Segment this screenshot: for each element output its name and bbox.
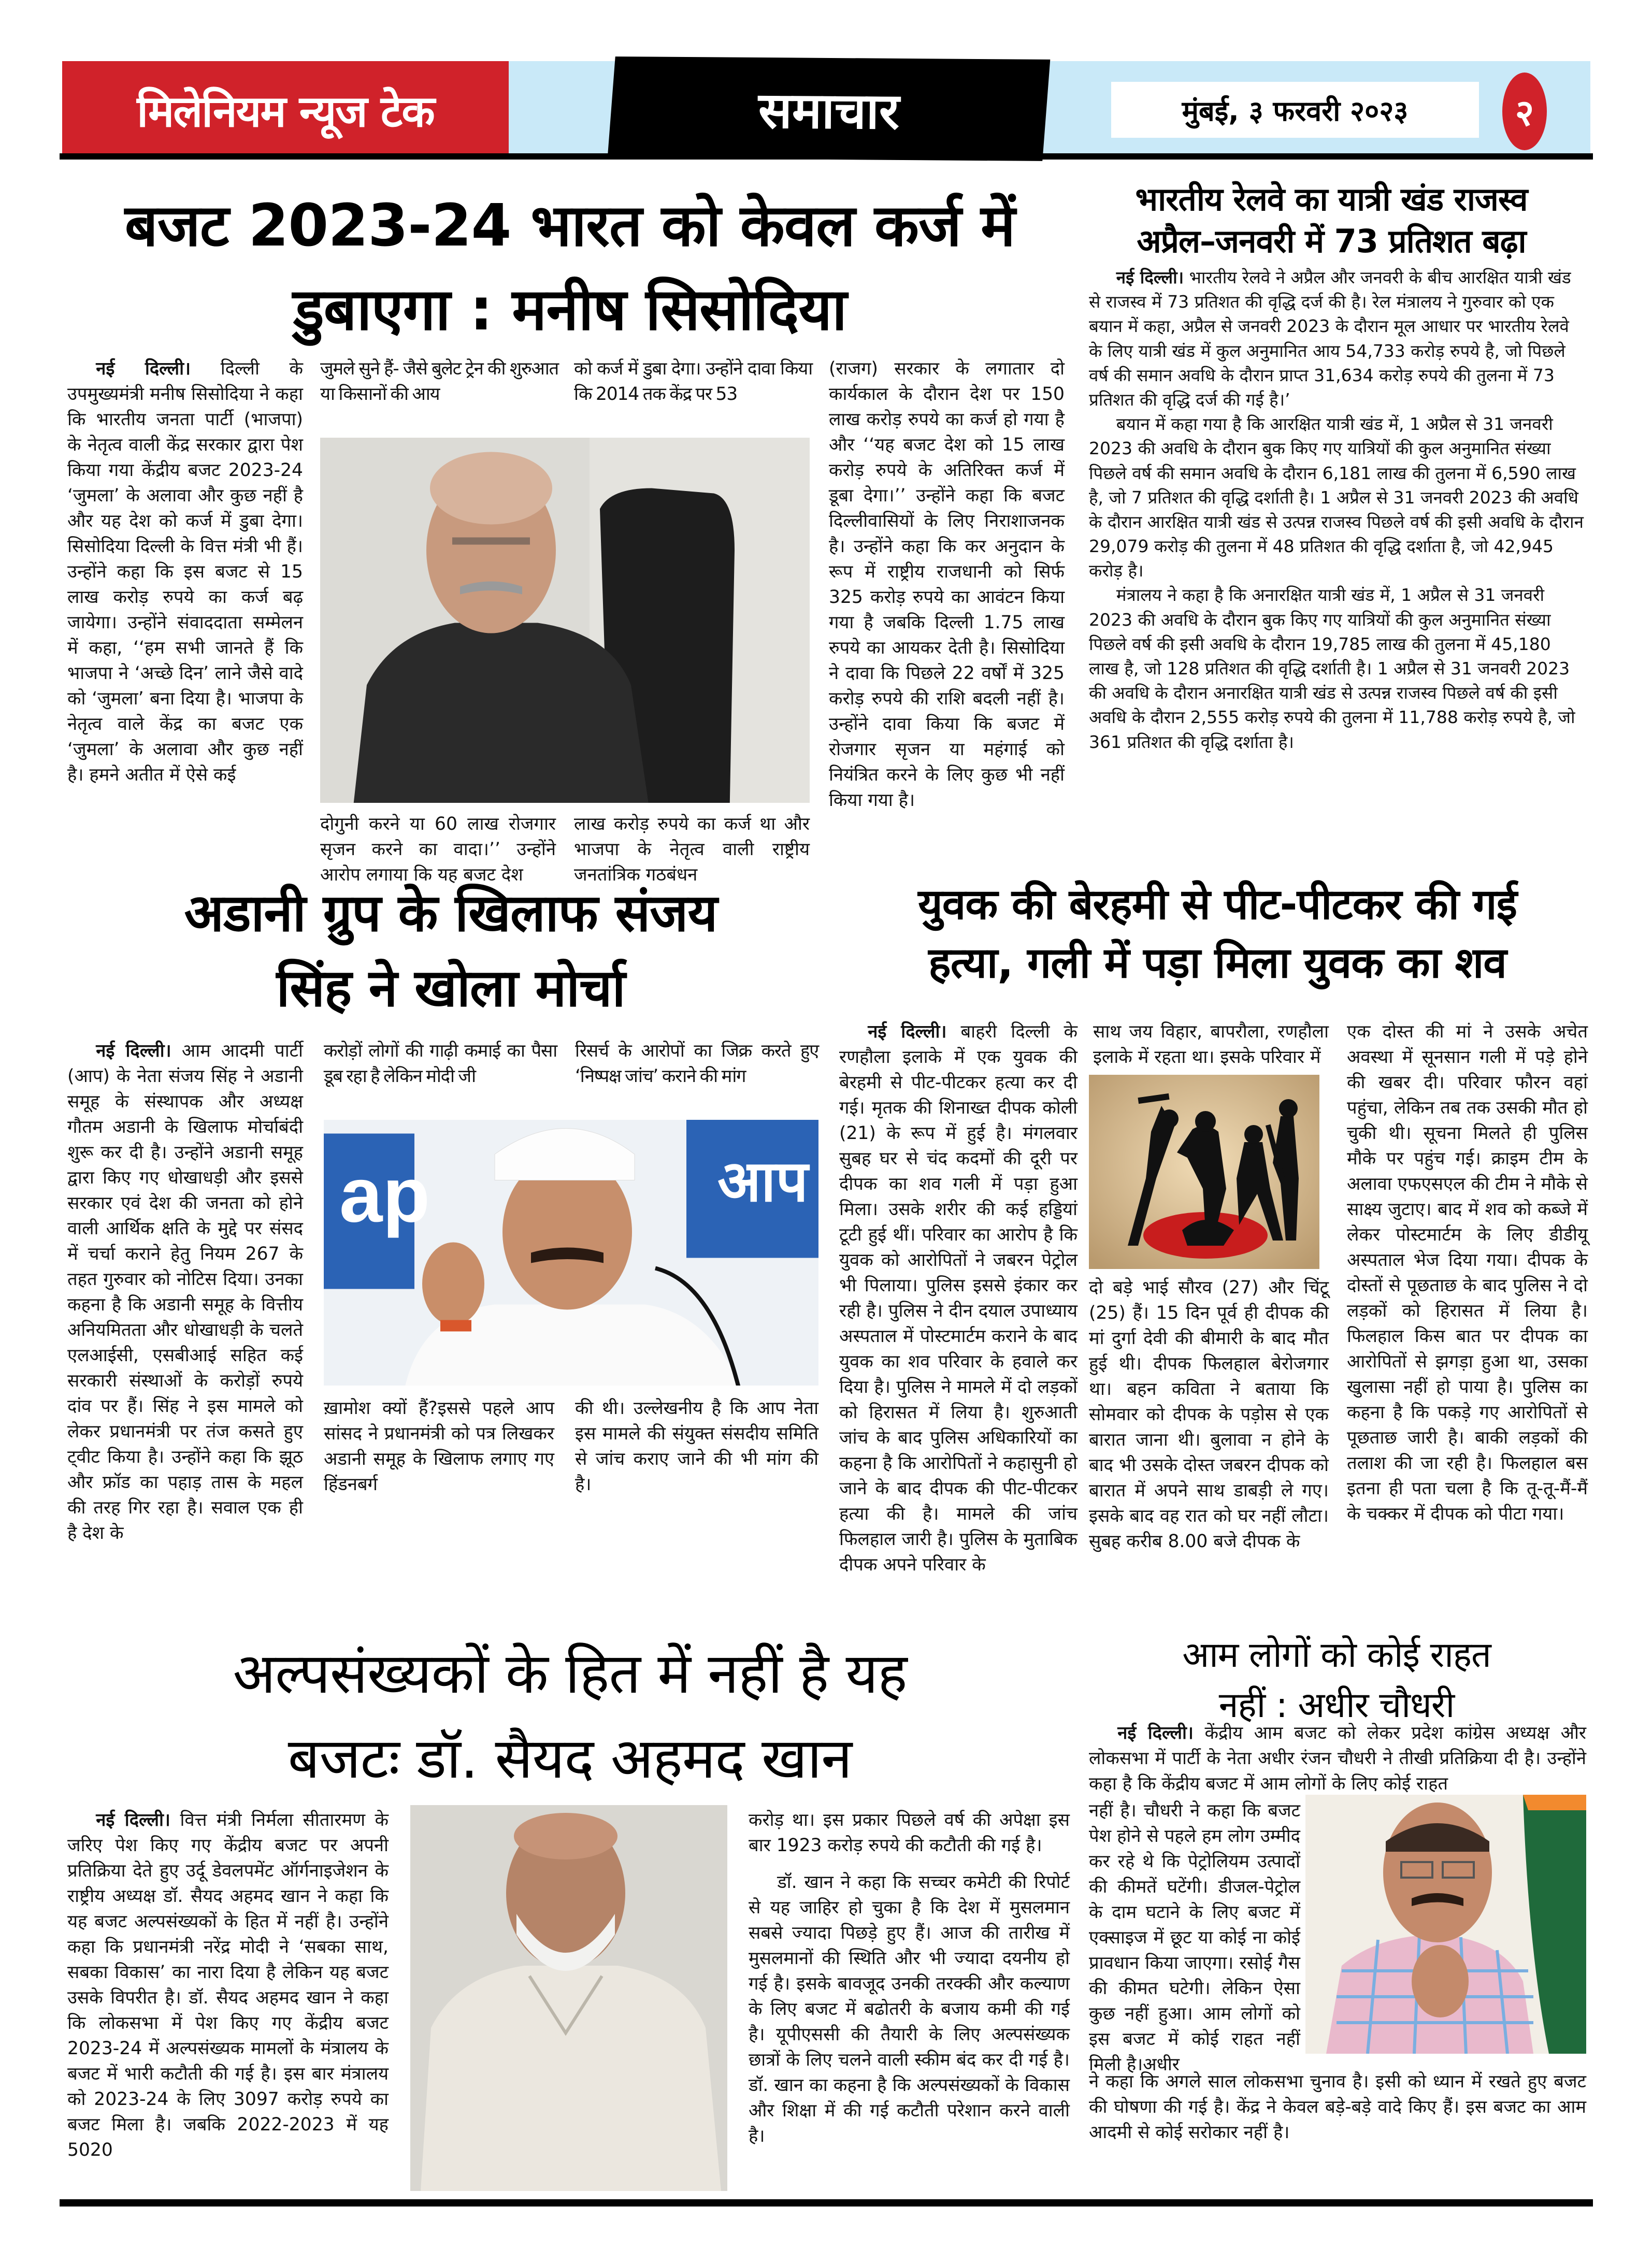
adani-col-2-bottom: [324, 1396, 554, 1497]
person-photo-icon: [320, 438, 810, 803]
headline-line: बजटः डॉ. सैयद अहमद खान: [288, 1726, 852, 1792]
page-number: २: [1515, 92, 1534, 134]
murder-col-1: [839, 1019, 1078, 1578]
crime-illustration: [1089, 1075, 1319, 1269]
section-label-box: [608, 56, 1051, 161]
adani-col-1: [67, 1039, 303, 1546]
banner-text: ap: [339, 1151, 430, 1238]
minorities-col-1: [67, 1808, 389, 2163]
page-number-badge: [1502, 73, 1547, 150]
newspaper-name: मिलेनियम न्यूज टेक: [137, 85, 434, 137]
headline-line: नहीं : अधीर चौधरी: [1218, 1684, 1455, 1726]
sisodia-col-4: [829, 356, 1065, 813]
banner-text: आप: [717, 1148, 808, 1215]
headline-line: डुबाएगा : मनीष सिसोदिया: [293, 276, 847, 344]
headline-line: भारतीय रेलवे का यात्री खंड राजस्व: [1135, 180, 1528, 218]
dateline: नई दिल्ली।: [1117, 1723, 1194, 1743]
article-text: करोड़ों लोगों की गाढ़ी कमाई का पैसा डूब रहा है लेकिन मोदी जी: [324, 1041, 557, 1087]
headline-sisodia: [62, 184, 1078, 352]
newspaper-logo: [62, 61, 509, 157]
headline-minorities: [62, 1632, 1078, 1801]
adhir-outro: [1089, 2069, 1586, 2145]
murder-col-3: [1347, 1019, 1588, 1527]
sisodia-col-3-top: [574, 356, 812, 407]
article-text: ने कहा कि अगले साल लोकसभा चुनाव है। इसी को ध्यान में रखते हुए बजट की घोषणा की गई है। केंद्र ने केवल बड़े-बड़े वादे किए हैं। इस बजट का आम आदमी से कोई सरोकार नहीं है।: [1089, 2071, 1586, 2143]
article-text: बाहरी दिल्ली के रणहौला इलाके में एक युवक की बेरहमी से पीट-पीटकर हत्या कर दी गई। मृतक की शिनाख्त दीपक कोली (21) के रूप में हुई है। मंगलवार सुबह घर से चंद कदमों की दूरी पर दीपक का शव गली में पड़ा हुआ मिला। उसके शरीर की कई हड्डियां टूटी हुई थीं। परिवार का आरोप है कि युवक को आरोपितों ने जबरन पेट्रोल भी पिलाया। पुलिस इससे इंकार कर रही है। पुलिस ने दीन दयाल उपाध्याय अस्पताल में पोस्टमार्टम कराने के बाद युवक का शव परिवार के हवाले कर दिया है। पुलिस ने मामले में दो लड़कों को हिरासत में लिया है। शुरुआती जांच के बाद पुलिस अधिकारियों का कहना है कि आरोपितों ने कहासुनी हो जाने के बाद दीपक की पीट-पीटकर हत्या की है। मामले की जांच फिलहाल जारी है। पुलिस के मुताबिक दीपक अपने परिवार के: [839, 1021, 1078, 1575]
article-text: को कर्ज में डुबा देगा। उन्होंने दावा किया कि 2014 तक केंद्र पर 53: [574, 358, 812, 405]
headline-line: अप्रैल–जनवरी में 73 प्रतिशत बढ़ा: [1137, 222, 1526, 260]
article-text: साथ जय विहार, बापरौला, रणहौला इलाके में रहता था। इसके परिवार में: [1093, 1021, 1329, 1068]
article-text: एक दोस्त की मां ने उसके अचेत अवस्था में सूनसान गली में पड़े होने की खबर दी। परिवार फौरन वहां पहुंचा, लेकिन तब तक उसकी मौत हो चुकी थी। सूचना मिलते ही पुलिस मौके पर पहुंच गई। क्राइम टीम के अलावा एफएसएल की टीम ने मौके से साक्ष्य जुटाए। बाद में शव को कब्जे में लेकर पोस्टमार्टम के लिए डीडीयू अस्पताल भेज दिया गया। दीपक के दोस्तों से पूछताछ के बाद पुलिस ने दो लड़कों को हिरासत में लिया है। फिलहाल किस बात पर दीपक का आरोपितों से झगड़ा हुआ था, उसका खुलासा नहीं हो पाया है। पुलिस का कहना है कि पकड़े गए आरोपितों से पूछताछ जारी है। बाकी लड़कों की तलाश की जा रही है। फिलहाल बस इतना ही पता चला है कि तू-तू-मैं-मैं के चक्कर में दीपक को पीटा गया।: [1347, 1021, 1588, 1524]
person-photo-icon: [324, 1120, 818, 1386]
edition-date-text: मुंबई, ३ फरवरी २०२३: [1182, 95, 1409, 127]
dateline: नई दिल्ली।: [96, 1810, 171, 1830]
article-text: वित्त मंत्री निर्मला सीतारमण के जरिए पेश किए गए केंद्रीय बजट पर अपनी प्रतिक्रिया देते हुए उर्दू डेवलपमेंट ऑर्गनाइजेशन के राष्ट्रीय अध्यक्ष डॉ. सैयद अहमद खान ने कहा कि यह बजट अल्पसंख्यकों के हित में नहीं है। उन्होंने कहा कि प्रधानमंत्री नरेंद्र मोदी ने ‘सबका साथ, सबका विकास’ का नारा दिया है लेकिन यह बजट उसके विपरीत है। डॉ. सैयद अहमद खान ने कहा कि लोकसभा में पेश किए गए केंद्रीय बजट 2023-24 में अल्पसंख्यक मामलों के मंत्रालय के बजट में भारी कटौती की गई है। इस बार मंत्रालय को 2023-24 के लिए 3097 करोड़ रुपये का बजट मिला है। जबकि 2022-2023 में यह 5020: [67, 1810, 389, 2160]
edition-date: [1111, 82, 1479, 138]
article-text: दोगुनी करने या 60 लाख रोजगार सृजन करने का वादा।’’ उन्होंने आरोप लगाया कि यह बजट देश: [320, 814, 556, 885]
headline-line: सिंह ने खोला मोर्चा: [276, 958, 625, 1018]
footer-rule: [60, 2199, 1593, 2207]
chowdhury-photo: [1305, 1795, 1586, 2054]
dateline: नई दिल्ली।: [1116, 267, 1184, 287]
headline-line: अडानी ग्रुप के खिलाफ संजय: [184, 883, 717, 943]
article-text: डॉ. खान ने कहा कि सच्चर कमेटी की रिपोर्ट से यह जाहिर हो चुका है कि देश में मुसलमान सबसे ज्यादा पिछड़े हुए हैं। आज की तारीख में मुसलमानों की स्थिति और भी ज्यादा दयनीय हो गई है। इसके बावजूद उनकी तरक्की और कल्याण के लिए बजट में बढोतरी के बजाय कमी की गई है। यूपीएससी की तैयारी के लिए अल्पसंख्यक छात्रों के लिए चलने वाली स्कीम बंद कर दी गई है। डॉ. खान का कहना है कि अल्पसंख्यकों के विकास और शिक्षा में की गई कटौती परेशान करने वाली है।: [749, 1871, 1070, 2146]
article-text: करोड़ था। इस प्रकार पिछले वर्ष की अपेक्षा इस बार 1923 करोड़ रुपये की कटौती की गई है।: [749, 1810, 1070, 1856]
dateline: नई दिल्ली।: [96, 358, 191, 379]
headline-line: अल्पसंख्यकों के हित में नहीं है यह: [233, 1641, 907, 1706]
adani-col-3-top: [575, 1039, 818, 1089]
article-text: दिल्ली के उपमुख्यमंत्री मनीष सिसोदिया ने कहा कि भारतीय जनता पार्टी (भाजपा) के नेतृत्व वाली केंद्र सरकार द्वारा पेश किया गया केंद्रीय बजट 2023-24 ‘जुमला’ के अलावा और कुछ नहीं है और यह देश को कर्ज में डुबा देगा। सिसोदिया दिल्ली के वित्त मंत्री भी हैं। उन्होंने कहा कि इस बजट से 15 लाख करोड़ रुपये का कर्ज बढ़ जायेगा। उन्होंने संवाददाता सम्मेलन में कहा, ‘‘हम सभी जानते हैं कि भाजपा ने ‘अच्छे दिन’ लाने जैसे वादे को ‘जुमला’ बना दिया है। भाजपा के नेतृत्व वाले केंद्र का बजट एक ‘जुमला’ के अलावा और कुछ नहीं है। हमने अतीत में ऐसे कई: [67, 358, 303, 785]
headline-murder: [839, 875, 1596, 992]
sisodia-col-1: [67, 356, 303, 788]
headline-line: बजट 2023-24 भारत को केवल कर्ज में: [124, 192, 1015, 259]
murder-col-2-bottom: [1089, 1275, 1329, 1554]
adhir-intro: [1089, 1721, 1586, 1797]
article-text: जुमले सुने हैं- जैसे बुलेट ट्रेन की शुरुआत या किसानों की आय: [320, 358, 558, 405]
masthead-rule: [60, 153, 1593, 160]
dateline: नई दिल्ली।: [868, 1021, 947, 1042]
article-text: भारतीय रेलवे ने अप्रैल और जनवरी के बीच आरक्षित यात्री खंड से राजस्व में 73 प्रतिशत की वृद्धि दर्ज की है। रेल मंत्रालय ने गुरुवार को एक बयान में कहा, अप्रैल से जनवरी 2023 के दौरान मूल आधार पर भारतीय रेलवे के लिए यात्री खंड में कुल अनुमानित आय 54,733 करोड़ रुपये है, जो पिछले वर्ष की समान अवधि के दौरान प्राप्त 31,634 करोड़ रुपये की तुलना में 73 प्रतिशत की वृद्धि दर्ज की गई है।’: [1089, 267, 1571, 410]
article-text: आम आदमी पार्टी (आप) के नेता संजय सिंह ने अडानी समूह के संस्थापक और अध्यक्ष गौतम अडानी के खिलाफ मोर्चाबंदी शुरू कर दी है। उन्होंने अडानी समूह द्वारा किए गए धोखाधड़ी और इससे सरकार एवं देश की जनता को होने वाली आर्थिक क्षति के मुद्दे पर संसद में चर्चा कराने हेतु नियम 267 के तहत गुरुवार को नोटिस दिया। उनका कहना है कि अडानी समूह के वित्तीय अनियमितता और धोखाधड़ी के चलते एलआईसी, एसबीआई सहित कई सरकारी संस्थाओं के करोड़ों रुपये दांव पर हैं। सिंह ने इस मामले को लेकर प्रधानमंत्री पर तंज कसते हुए ट्वीट किया है। उन्होंने कहा कि झूठ और फ्रॉड का पहाड़ तास के महल की तरह गिर रहा है। सवाल एक ही है देश के: [67, 1041, 303, 1544]
railway-body: [1089, 265, 1586, 754]
person-photo-icon: [410, 1805, 727, 2191]
assault-silhouette-icon: [1089, 1075, 1319, 1269]
article-text: ख़ामोश क्यों हैं?इससे पहले आप सांसद ने प्रधानमंत्री को पत्र लिखकर अडानी समूह के खिलाफ लगाए गए हिंडनबर्ग: [324, 1398, 554, 1495]
section-label: समाचार: [758, 81, 900, 140]
headline-railway: [1088, 179, 1575, 262]
adani-photo: [324, 1120, 818, 1386]
murder-col-2-top: [1093, 1019, 1329, 1070]
headline-line: आम लोगों को कोई राहत: [1182, 1635, 1491, 1676]
headline-adhir: [1088, 1631, 1585, 1731]
dateline: नई दिल्ली।: [96, 1041, 171, 1061]
adhir-side: [1089, 1798, 1300, 2078]
headline-line: हत्या, गली में पड़ा मिला युवक का शव: [928, 939, 1506, 988]
article-text: नहीं है। चौधरी ने कहा कि बजट पेश होने से पहले हम लोग उम्मीद कर रहे थे कि पेट्रोलियम उत्पादों की कीमतें घटेंगी। डीजल-पेट्रोल के दाम घटाने के लिए बजट में एक्साइज में छूट या कोई ना कोई प्रावधान किया जाएगा। रसोई गैस की कीमत घटेगी। लेकिन ऐसा कुछ नहीं हुआ। आम लोगों को इस बजट में कोई राहत नहीं मिली है।अधीर: [1089, 1800, 1300, 2075]
khan-photo: [410, 1805, 727, 2191]
article-text: केंद्रीय आम बजट को लेकर प्रदेश कांग्रेस अध्यक्ष और लोकसभा में पार्टी के नेता अधीर रंजन चौधरी ने तीखी प्रतिक्रिया दी है। उन्होंने कहा है कि केंद्रीय बजट में आम लोगों के लिए कोई राहत: [1089, 1723, 1586, 1794]
adani-col-3-bottom: [575, 1396, 818, 1497]
article-text: दो बड़े भाई सौरव (27) और चिंटू (25) हैं। 15 दिन पूर्व ही दीपक की मां दुर्गा देवी की बीमारी के बाद मौत हुई थी। दीपक फिलहाल बेरोजगार था। बहन कविता ने बताया कि सोमवार को दीपक के पड़ोस से एक बारात जाना थी। बुलावा न होने के बाद भी उसके दोस्त जबरन दीपक को बारात में अपने साथ डाबड़ी ले गए। इसके बाद वह रात को घर नहीं लौटा। सुबह करीब 8.00 बजे दीपक के: [1089, 1277, 1329, 1552]
article-text: मंत्रालय ने कहा है कि अनारक्षित यात्री खंड में, 1 अप्रैल से 31 जनवरी 2023 की अवधि के दौरान बुक किए गए यात्रियों की कुल अनुमानित संख्या पिछले वर्ष की इसी अवधि के दौरान 19,785 लाख की तुलना में 45,180 लाख है, जो 128 प्रतिशत की वृद्धि दर्शाती है। 1 अप्रैल से 31 जनवरी 2023 की अवधि के दौरान अनारक्षित यात्री खंड से उत्पन्न राजस्व पिछले वर्ष की इसी अवधि के दौरान 2,555 करोड़ रुपये की तुलना में 11,788 करोड़ रुपये है, जो 361 प्रतिशत की वृद्धि दर्शाता है।: [1089, 585, 1575, 752]
article-text: की थी। उल्लेखनीय है कि आप नेता इस मामले की संयुक्त संसदीय समिति से जांच कराए जाने की भी मांग की है।: [575, 1398, 818, 1495]
person-photo-icon: [1305, 1795, 1586, 2054]
article-text: बयान में कहा गया है कि आरक्षित यात्री खंड में, 1 अप्रैल से 31 जनवरी 2023 की अवधि के दौरान बुक किए गए यात्रियों की कुल अनुमानित संख्या पिछले वर्ष की समान अवधि के दौरान 6,181 लाख की तुलना में 6,590 लाख है, जो 7 प्रतिशत की वृद्धि दर्शाती है। 1 अप्रैल से 31 जनवरी 2023 की अवधि के दौरान आरक्षित यात्री खंड से उत्पन्न राजस्व पिछले वर्ष की इसी अवधि के दौरान 29,079 करोड़ की तुलना में 48 प्रतिशत की वृद्धि दर्शाता है, जो 42,945 करोड़ है।: [1089, 414, 1584, 581]
adani-col-2-top: [324, 1039, 557, 1089]
minorities-col-2: [749, 1808, 1070, 2149]
article-text: रिसर्च के आरोपों का जिक्र करते हुए ‘निष्पक्ष जांच’ कराने की मांग: [575, 1041, 818, 1087]
article-text: लाख करोड़ रुपये का कर्ज था और भाजपा के नेतृत्व वाली राष्ट्रीय जनतांत्रिक गठबंधन: [574, 814, 810, 885]
sisodia-col-2-top: [320, 356, 558, 407]
sisodia-photo: [320, 438, 810, 803]
headline-adani: [62, 875, 839, 1026]
article-text: (राजग) सरकार के लगातार दो कार्यकाल के दौरान देश पर 150 लाख करोड़ रुपये का कर्ज हो गया है और ‘‘यह बजट देश को 15 लाख करोड़ रुपये के अतिरिक्त कर्ज में डूबा देगा।’’ उन्होंने कहा कि बजट दिल्लीवासियों के लिए निराशाजनक है। उन्होंने कहा कि कर अनुदान के रूप में राष्ट्रीय राजधानी को सिर्फ 325 करोड़ रुपये का आवंटन किया गया है जबकि दिल्ली 1.75 लाख रुपये का आयकर देती है। सिसोदिया ने दावा कि पिछले 22 वर्षों में 325 करोड़ रुपये की राशि बदली नहीं है। उन्होंने दावा किया कि बजट में रोजगार सृजन या महंगाई को नियंत्रित करने के लिए कुछ भी नहीं किया गया है।: [829, 358, 1065, 811]
headline-line: युवक की बेरहमी से पीट-पीटकर की गई: [918, 880, 1517, 929]
